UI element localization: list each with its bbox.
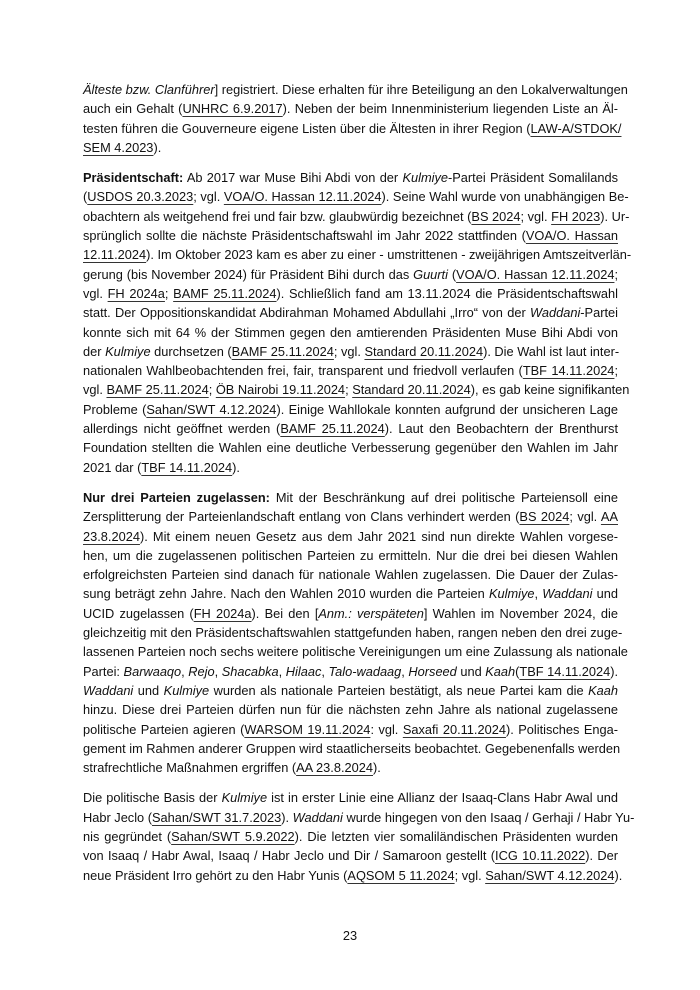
text-line [83, 546, 618, 565]
text-line [83, 720, 618, 739]
text-run: ). Seine Wahl wurde von unabhängigen Be- [381, 189, 629, 205]
text-run: von Isaaq / Habr Awal, Isaaq / Habr Jeclo und Dir / Samaroon gestellt ( [83, 848, 496, 864]
text-line [83, 265, 618, 284]
text-run: , [534, 586, 543, 602]
text-run: sung beträgt zehn Jahre. Nach den Wahlen 2010 wurden die Parteien [83, 586, 489, 602]
text-line [83, 226, 618, 245]
text-line [83, 488, 618, 507]
source-citation-link[interactable]: BAMF 25.11.2024 [280, 421, 385, 437]
text-run: ). [281, 809, 293, 825]
text-line [83, 846, 618, 865]
text-line [83, 507, 618, 526]
text-run: wurde hingegen von den Isaaq / Gerhaji / Habr Yu- [342, 809, 635, 825]
text-run: nis gegründet ( [83, 828, 172, 844]
text-run: konnte sich mit 64 % der Stimmen gegen den amtierenden Präsidenten Muse Bihi Abdi von [83, 324, 618, 340]
text-run: erfolgreichsten Parteien sind danach für nationale Wahlen zugelassen. Die Dauer der Zulas- [83, 567, 618, 583]
source-citation-link[interactable]: BAMF 25.11.2024 [106, 382, 209, 398]
text-run: ). [153, 139, 162, 155]
source-citation-link[interactable]: Standard 20.11.2024 [352, 382, 471, 398]
text-run: ). [373, 760, 381, 776]
source-citation-link[interactable]: AQSOM 5 11.2024 [347, 867, 455, 883]
text-line [83, 168, 618, 187]
text-run: Habr Jeclo ( [83, 809, 152, 825]
source-citation-link[interactable]: VOA/O. Hassan [525, 228, 618, 244]
text-line [83, 119, 622, 138]
text-line [83, 681, 618, 700]
text-run: durchsetzen ( [150, 343, 232, 359]
text-run: ; [614, 363, 618, 379]
italic-text: Älteste bzw. Clanführer [83, 82, 215, 97]
italic-text: Kulmiye [488, 586, 535, 602]
italic-text: Waddani [542, 586, 593, 602]
text-line [83, 827, 618, 846]
italic-text: Talo-wadaag [328, 663, 402, 679]
italic-text: Kulmiye [163, 682, 210, 698]
source-citation-link[interactable]: FH 2023 [551, 208, 601, 224]
italic-text: Kaah [485, 663, 516, 679]
text-line [83, 400, 618, 419]
text-run: neue Präsident Irro gehört zu den Habr Yunis ( [83, 867, 348, 883]
text-run: obachtern als weitgehend frei und fair bzw. glaubwürdig bezeichnet ( [83, 208, 472, 224]
source-citation-link[interactable]: BAMF 25.11.2024 [231, 343, 334, 359]
text-run: Foundation stellten die Wahlen eine deutliche Verbesserung gegenüber den Wahlen im Jahr [83, 440, 618, 456]
text-run: ( [447, 266, 457, 282]
text-line [83, 565, 618, 584]
text-run: ; vgl. [520, 208, 552, 224]
text-run: ). [610, 663, 619, 679]
text-run: politische Parteien agieren ( [83, 721, 245, 737]
italic-text: Horseed [408, 663, 457, 679]
text-line [83, 361, 618, 380]
source-citation-link[interactable]: BS 2024 [519, 509, 570, 525]
text-line [83, 80, 628, 99]
text-line [83, 245, 632, 264]
text-run: , [401, 663, 409, 679]
bold-heading: Nur drei Parteien zugelassen: [83, 489, 270, 505]
text-run: auch ein Gehalt ( [83, 101, 183, 117]
text-run: ; vgl. [333, 343, 365, 359]
text-line [83, 623, 623, 642]
text-run: ). Die Wahl ist laut inter- [483, 343, 620, 359]
text-run: ). Im Oktober 2023 kam es aber zu einer - umstrittenen - zweijährigen Amtszeitverlän- [146, 247, 632, 263]
source-citation-link[interactable]: FH 2024a [107, 285, 165, 301]
text-run: gerung (bis November 2024) für Präsident Bihi durch das [83, 266, 414, 282]
text-line [83, 758, 618, 777]
text-run: ; vgl. [569, 509, 601, 525]
text-run: der [83, 343, 106, 359]
text-run: , [181, 663, 189, 679]
paragraph [83, 788, 635, 884]
text-run: ), es gab keine signifikanten [470, 382, 630, 398]
paragraph [83, 80, 628, 157]
italic-text: Barwaaqo [123, 663, 182, 679]
source-citation-link[interactable]: WARSOM 19.11.2024 [244, 721, 371, 737]
text-run: ( [83, 189, 88, 205]
text-line [83, 866, 623, 885]
text-run: Probleme ( [83, 401, 147, 417]
text-run: , [278, 663, 286, 679]
text-line [83, 808, 635, 827]
text-run: Ab 2017 war Muse Bihi Abdi von der [183, 170, 403, 186]
text-run: 2021 dar ( [83, 459, 142, 475]
text-run: ). Neben der beim Innenministerium liegenden Liste an Äl- [282, 101, 618, 117]
text-run: ). [232, 459, 240, 475]
source-citation-link[interactable]: AA [600, 509, 618, 525]
text-run: vgl. [83, 382, 107, 398]
text-line [83, 187, 629, 206]
bold-heading: Präsidentschaft: [83, 170, 184, 186]
text-line [83, 604, 618, 623]
text-run: strafrechtliche Maßnahmen ergriffen ( [83, 760, 297, 776]
italic-text: Waddani [292, 809, 343, 825]
text-run: ; [208, 382, 216, 398]
source-citation-link[interactable]: VOA/O. Hassan 12.11.2024 [223, 189, 382, 205]
text-line [83, 642, 628, 661]
paragraph [83, 168, 632, 477]
text-run: ; vgl. [193, 189, 224, 205]
text-line [83, 138, 618, 157]
text-run: Die politische Basis der [83, 790, 222, 806]
text-run: : vgl. [370, 721, 403, 737]
text-run: statt. Der Oppositionskandidat Abdirahman Mohamed Abdullahi „Irro“ von der [83, 305, 531, 321]
text-run: ist in erster Linie eine Allianz der Isaaq-Clans Habr Awal und [267, 790, 619, 806]
source-citation-link[interactable]: TBF 14.11.2024 [519, 663, 611, 679]
source-citation-link[interactable]: TBF 14.11.2024 [141, 459, 233, 475]
source-citation-link[interactable]: Sahan/SWT 4.12.2024 [485, 867, 615, 883]
source-citation-link[interactable]: ICG 10.11.2022 [495, 848, 586, 864]
source-citation-link[interactable]: Sahan/SWT 31.7.2023 [151, 809, 282, 825]
text-line [83, 380, 630, 399]
text-line [83, 700, 618, 719]
text-line [83, 342, 618, 361]
source-citation-link[interactable]: ÖB Nairobi 19.11.2024 [215, 382, 346, 398]
text-run: ). Die letzten vier somaliländischen Präsidenten wurden [294, 828, 618, 844]
text-run: gement im Rahmen anderer Gruppen wird staatlicherseits beobachtet. Gegebenenfalls werden [83, 740, 621, 756]
text-run: UCID zugelassen ( [83, 605, 194, 621]
source-citation-link[interactable]: UNHRC 6.9.2017 [182, 101, 283, 117]
text-line [83, 419, 618, 438]
text-line [83, 303, 618, 322]
italic-text: Hilaac [285, 663, 322, 679]
text-run: allerdings nicht geöffnet werden ( [83, 421, 281, 437]
document-body [83, 80, 635, 896]
source-citation-link[interactable]: VOA/O. Hassan 12.11.2024 [456, 266, 615, 282]
text-line [83, 207, 630, 226]
text-run: ). Politisches Enga- [505, 721, 618, 737]
source-citation-link[interactable]: AA 23.8.2024 [296, 760, 373, 776]
text-run: Zersplitterung der Parteienlandschaft entlang von Clans verhindert werden ( [83, 509, 520, 525]
text-run: nationalen Wahlbeobachtenden frei, fair, transparent und friedvoll verlaufen ( [83, 363, 523, 379]
source-citation-link[interactable]: 12.11.2024 [83, 247, 147, 263]
text-run: ). [614, 867, 623, 883]
source-citation-link[interactable]: Saxafi 20.11.2024 [402, 721, 506, 737]
text-run: und [133, 682, 164, 698]
text-run: ). Bei den [ [251, 605, 319, 621]
source-citation-link[interactable]: USDOS 20.3.2023 [87, 189, 194, 205]
text-line [83, 99, 618, 118]
text-run: ). Schließlich fand am 13.11.2024 die Präsidentschaftswahl [276, 285, 618, 301]
source-citation-link[interactable]: BS 2024 [471, 208, 521, 224]
italic-text: Anm.: verspäteten [318, 605, 424, 621]
text-run: , [321, 663, 329, 679]
text-run: -Partei Präsident Somalilands [447, 170, 618, 186]
text-run: hen, um die zugelassenen politischen Parteien zu ermitteln. Nur die drei bei diesen Wahlen [83, 547, 618, 563]
text-line [83, 584, 618, 603]
text-run: ] registriert. Diese erhalten für ihre Beteiligung an den Lokalverwaltungen [214, 82, 628, 97]
text-line [83, 458, 618, 477]
text-line [83, 662, 618, 681]
text-line [83, 527, 618, 546]
text-run: hinzu. Diese drei Parteien dürfen nun für die nächsten zehn Jahre als national zugelassene [83, 702, 618, 718]
italic-text: Guurti [413, 266, 448, 282]
text-run: ). Der [585, 848, 619, 864]
italic-text: Kulmiye [105, 343, 151, 359]
text-run: und [592, 586, 618, 602]
text-run: Partei: [83, 663, 124, 679]
text-line [83, 323, 618, 342]
italic-text: Shacabka [221, 663, 279, 679]
text-run: ). Einige Wahllokale konnten aufgrund der unsicheren Lage [276, 401, 618, 417]
page-number: 23 [342, 928, 358, 943]
text-line [83, 788, 618, 807]
text-line [83, 739, 621, 758]
italic-text: Kulmiye [402, 170, 448, 186]
italic-text: Kulmiye [221, 790, 268, 806]
source-citation-link[interactable]: Sahan/SWT 5.9.2022 [171, 828, 295, 844]
source-citation-link[interactable]: BAMF 25.11.2024 [173, 285, 277, 301]
text-run: gleichzeitig mit den Präsidentschaftswahlen stattgefunden haben, rangen neben den drei zuge- [83, 625, 623, 641]
text-run: wurden als nationale Parteien bestätigt, als neue Partei kam die [209, 682, 589, 698]
italic-text: Waddani [83, 682, 134, 698]
text-run: testen führen die Gouverneure eigene Listen über die Ältesten in ihrer Region ( [83, 120, 531, 136]
text-run: vgl. [83, 285, 108, 301]
text-run: ; [164, 285, 174, 301]
text-run: und [456, 663, 486, 679]
text-run: ). Mit einem neuen Gesetz aus dem Jahr 2021 sind nun direkte Wahlen vorgese- [139, 528, 618, 544]
italic-text: Kaah [588, 682, 618, 698]
source-citation-link[interactable]: TBF 14.11.2024 [522, 363, 615, 379]
text-run: ). Laut den Beobachtern der Brenthurst [384, 421, 619, 437]
source-citation-link[interactable]: 23.8.2024 [83, 528, 140, 544]
source-citation-link[interactable]: FH 2024a [193, 605, 252, 621]
text-run: ( [515, 663, 520, 679]
text-run: ] Wahlen im November 2024, die [423, 605, 618, 621]
text-run: , [214, 663, 222, 679]
text-run: ; vgl. [454, 867, 486, 883]
source-citation-link[interactable]: Sahan/SWT 4.12.2024 [146, 401, 277, 417]
text-line [83, 284, 618, 303]
italic-text: Waddani [530, 305, 581, 321]
italic-text: Rejo [188, 663, 215, 679]
paragraph [83, 488, 628, 777]
text-line [83, 438, 618, 457]
text-run: -Partei [580, 305, 618, 321]
source-citation-link[interactable]: Standard 20.11.2024 [364, 343, 484, 359]
text-run: sprünglich sollte die nächste Präsidentschaftswahl im Jahr 2022 stattfinden ( [83, 228, 526, 244]
source-citation-link[interactable]: LAW-A/STDOK/ [530, 120, 622, 136]
source-citation-link[interactable]: SEM 4.2023 [83, 139, 154, 155]
text-run: lassenen Parteien noch sechs weitere politische Vereinigungen um eine Zulassung als nationale [83, 644, 628, 660]
text-run: Mit der Beschränkung auf drei politische Parteiensoll eine [269, 489, 618, 505]
text-run: ; [345, 382, 353, 398]
text-run: ). Ur- [600, 208, 630, 224]
text-run: ; [614, 266, 619, 282]
